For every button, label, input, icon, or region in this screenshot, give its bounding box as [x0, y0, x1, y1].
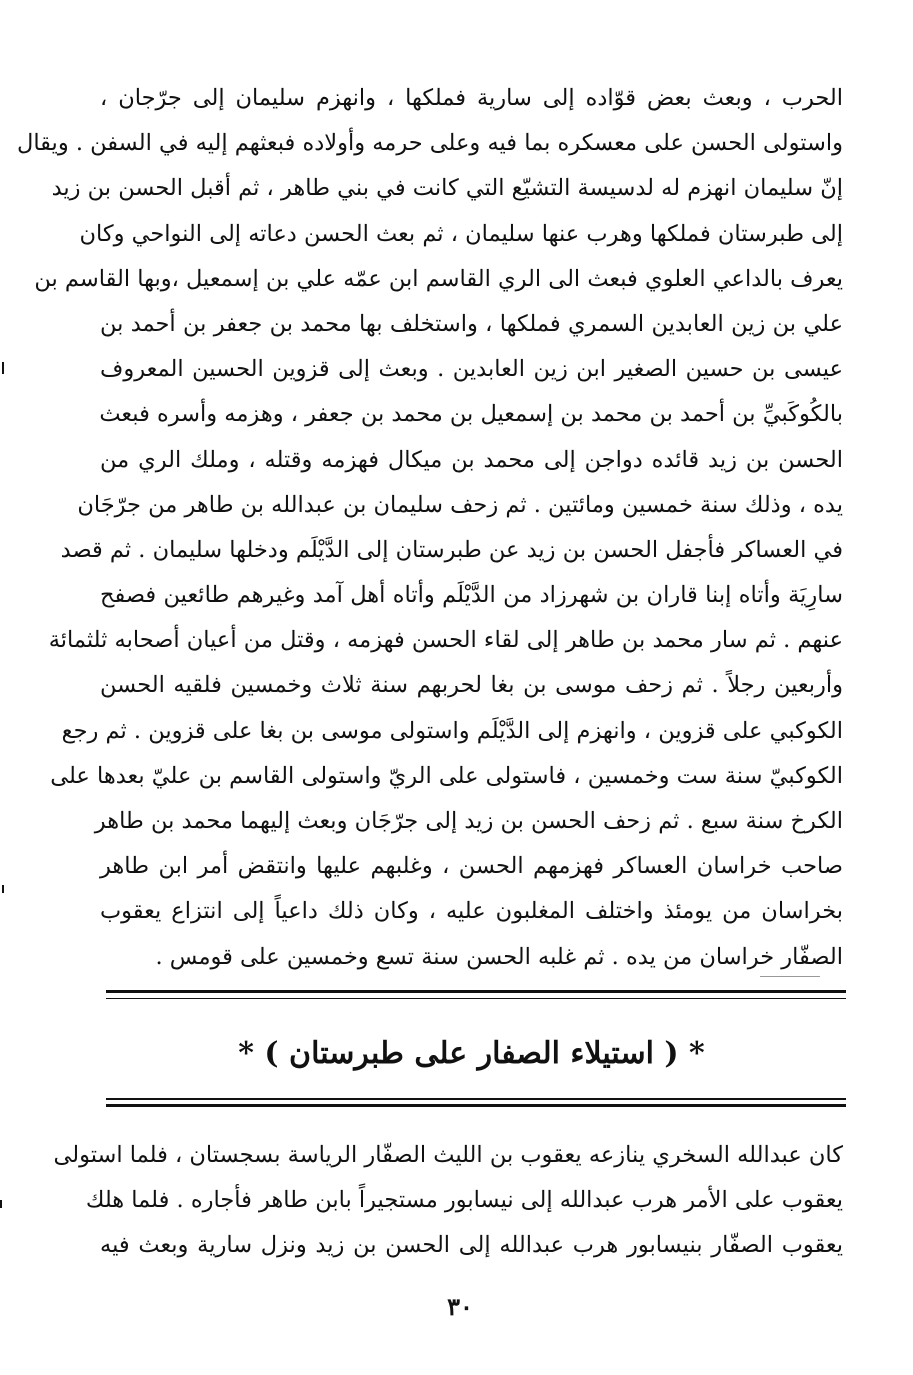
- text-line: الحسن بن زيد قائده دواجن إلى محمد بن ميكال فهزمه وقتله ، وملك الري من: [100, 446, 843, 473]
- text-line: الكوكبي على قزوين ، وانهزم إلى الدَّيْلَم واستولى موسى بن بغا على قزوين . ثم رجع: [61, 717, 843, 744]
- bottom-rule-thick: [106, 1104, 846, 1107]
- text-line: واستولى الحسن على معسكره بما فيه وعلى حرمه وأولاده فبعثهم إليه في السفن . ويقال: [16, 130, 843, 157]
- margin-mark: [2, 885, 4, 893]
- text-line: إنّ سليمان انهزم له لدسيسة التشيّع التي كانت في بني طاهر ، ثم أقبل الحسن بن زيد: [51, 175, 843, 202]
- main-paragraph: [16, 76, 843, 980]
- text-line: كان عبدالله السخري ينازعه يعقوب بن الليث الصفّار الرياسة بسجستان ، فلما استولى: [53, 1142, 843, 1168]
- text-line: علي بن زين العابدين السمري فملكها ، واستخلف بها محمد بن جعفر بن أحمد بن: [100, 310, 843, 337]
- text-line: يعقوب على الأمر هرب عبدالله إلى نيسابور مستجيراً بابن طاهر فأجاره . فلما هلك: [85, 1187, 843, 1213]
- text-line: الكوكبيّ سنة ست وخمسين ، فاستولى على الريّ واستولى القاسم بن عليّ بعدها على: [50, 762, 843, 789]
- text-line: الكرخ سنة سبع . ثم زحف الحسن بن زيد إلى جرّجَان وبعث إليهما محمد بن طاهر: [94, 808, 843, 834]
- text-line: سارِيَة وأتاه إبنا قاران بن شهرزاد من الدَّيْلَم وأتاه أهل آمد وغيرهم طائعين فصفح: [100, 582, 843, 609]
- text-line: صاحب خراسان العساكر فهزمهم الحسن ، وغلبهم عليها وانتقض أمر ابن طاهر: [100, 853, 843, 880]
- top-rule-thin: [106, 998, 846, 999]
- text-line: يعرف بالداعي العلوي فبعث الى الري القاسم ابن عمّه علي بن إسمعيل ،وبها القاسم بن: [34, 265, 843, 292]
- text-line: عيسى بن حسين الصغير ابن زين العابدين . وبعث إلى قزوين الحسين المعروف: [100, 356, 843, 383]
- text-line: يده ، وذلك سنة خمسين ومائتين . ثم زحف سليمان بن عبدالله بن طاهر من جرّجَان: [77, 491, 843, 518]
- top-rule-thick: [106, 990, 846, 993]
- text-line: يعقوب الصفّار بنيسابور هرب عبدالله إلى الحسن بن زيد ونزل سارية وبعث فيه: [100, 1232, 843, 1258]
- text-line: وأربعين رجلاً . ثم زحف موسى بن بغا لحربهم سنة ثلاث وخمسين فلقيه الحسن: [100, 672, 843, 699]
- text-line: الصفّار خراسان من يده . ثم غلبه الحسن سنة تسع وخمسين على قومس .: [155, 943, 843, 970]
- section-heading: * ( استيلاء الصفار على طبرستان ) *: [238, 1036, 705, 1071]
- text-line: عنهم . ثم سار محمد بن طاهر إلى لقاء الحسن فهزمه ، وقتل من أعيان أصحابه ثلثمائة: [48, 627, 843, 654]
- bottom-rule-thin: [106, 1098, 846, 1100]
- text-line: بخراسان من يومئذ واختلف المغلبون عليه ، وكان ذلك داعياً إلى انتزاع يعقوب: [100, 898, 843, 925]
- text-line: الحرب ، وبعث بعض قوّاده إلى سارية فملكها ، وانهزم سليمان إلى جرّجان ،: [100, 85, 843, 111]
- second-paragraph: [53, 1133, 843, 1268]
- margin-mark: [2, 362, 4, 374]
- text-line: في العساكر فأجفل الحسن بن زيد عن طبرستان إلى الدَّيْلَم ودخلها سليمان . ثم قصد: [60, 536, 843, 563]
- margin-mark: [0, 1200, 2, 1208]
- faint-mark: [760, 976, 820, 977]
- text-line: إلى طبرستان فملكها وهرب عنها سليمان ، ثم بعث الحسن دعاته إلى النواحي وكان: [79, 220, 843, 247]
- page-number: ٣٠: [447, 1292, 473, 1321]
- text-line: بالكُوكَبيِّ بن أحمد بن محمد بن إسمعيل بن محمد بن جعفر ، وهزمه وأسره فبعث: [99, 401, 843, 428]
